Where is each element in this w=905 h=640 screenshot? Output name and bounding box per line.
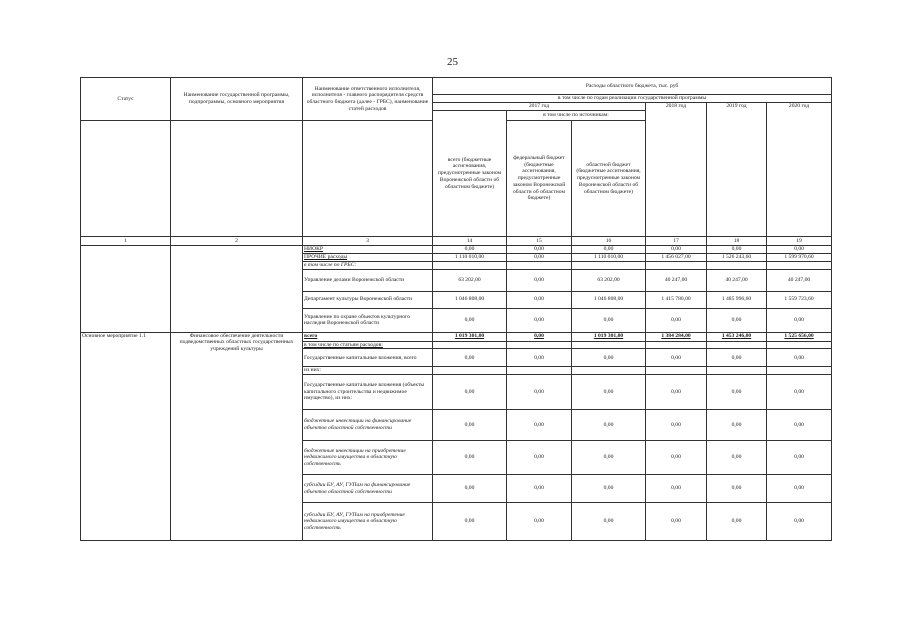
value-cell: 0,00 xyxy=(707,375,767,410)
value-cell: 0,00 xyxy=(707,246,767,254)
value-cell: 1 046 808,00 xyxy=(433,291,507,308)
value-cell: 0,00 xyxy=(707,503,767,541)
value-cell: 1 485 996,60 xyxy=(707,291,767,308)
row-label: из них: xyxy=(303,367,433,375)
value-cell: 0,00 xyxy=(572,308,646,332)
value-cell: 0,00 xyxy=(767,441,832,475)
row-label: Департамент культуры Воронежской области xyxy=(303,291,433,308)
value-cell: 0,00 xyxy=(507,291,572,308)
value-cell xyxy=(507,367,572,375)
row-label: Государственные капитальные вложения (объекты капитального строительства и недвижимое имущество), из них: xyxy=(303,375,433,410)
header-federal: федеральный бюджет (бюджетные ассигнования, предусмотренные законом Воронежской области об областном бюджете) xyxy=(507,121,572,237)
column-number: 3 xyxy=(303,237,433,246)
value-cell: 40 247,00 xyxy=(707,269,767,291)
value-cell: 0,00 xyxy=(507,269,572,291)
value-cell xyxy=(433,367,507,375)
value-cell xyxy=(507,341,572,349)
value-cell: 0,00 xyxy=(767,349,832,367)
header-by-sources: в том числе по источникам: xyxy=(507,111,646,121)
column-number: 15 xyxy=(507,237,572,246)
value-cell: 0,00 xyxy=(646,308,707,332)
value-cell: 0,00 xyxy=(646,475,707,503)
column-number: 1 xyxy=(81,237,171,246)
row-label: бюджетные инвестиции на приобретение недвижимого имущества в областную собственность xyxy=(303,441,433,475)
value-cell xyxy=(433,261,507,269)
value-cell: 1 384 284,00 xyxy=(646,332,707,341)
header-year-2019: 2019 год xyxy=(707,103,767,237)
column-number: 17 xyxy=(646,237,707,246)
value-cell: 1 019 301,00 xyxy=(572,332,646,341)
value-cell: 0,00 xyxy=(433,349,507,367)
header-status: Статус xyxy=(81,78,171,121)
value-cell: 40 247,00 xyxy=(646,269,707,291)
value-cell: 0,00 xyxy=(572,410,646,441)
value-cell xyxy=(767,261,832,269)
program-cell-empty xyxy=(171,246,303,333)
value-cell: 1 046 808,00 xyxy=(572,291,646,308)
value-cell xyxy=(767,367,832,375)
value-cell: 0,00 xyxy=(507,349,572,367)
budget-table xyxy=(80,77,832,541)
row-label: Государственные капитальные вложения, всего xyxy=(303,349,433,367)
header-executor: Наименование ответственного исполнителя, исполнителя - главного распорядителя средств областного бюджета (далее - ГРБС), наименование статей расходов xyxy=(303,78,433,121)
value-cell: 0,00 xyxy=(707,308,767,332)
value-cell: 0,00 xyxy=(646,410,707,441)
header-year-2017: 2017 год xyxy=(433,103,646,111)
value-cell: 0,00 xyxy=(767,475,832,503)
value-cell: 0,00 xyxy=(572,349,646,367)
row-label: субсидии БУ, АУ, ГУПам на приобретение недвижимого имущества в областную собственность xyxy=(303,503,433,541)
table-row xyxy=(81,246,832,254)
value-cell: 40 247,00 xyxy=(767,269,832,291)
value-cell: 0,00 xyxy=(707,410,767,441)
row-label: НИОКР xyxy=(303,246,433,254)
row-label: ПРОЧИЕ расходы xyxy=(303,253,433,261)
value-cell: 0,00 xyxy=(572,503,646,541)
value-cell: 63 202,00 xyxy=(572,269,646,291)
header-blank xyxy=(303,121,433,237)
value-cell: 0,00 xyxy=(433,441,507,475)
value-cell: 0,00 xyxy=(572,475,646,503)
value-cell xyxy=(433,341,507,349)
value-cell: 1 453 246,00 xyxy=(707,332,767,341)
measure-status: Основное мероприятие 1.1 xyxy=(81,332,171,540)
value-cell: 0,00 xyxy=(433,375,507,410)
value-cell: 0,00 xyxy=(572,246,646,254)
row-label: всего xyxy=(303,332,433,341)
value-cell xyxy=(572,341,646,349)
value-cell: 0,00 xyxy=(507,332,572,341)
value-cell: 0,00 xyxy=(767,410,832,441)
value-cell: 0,00 xyxy=(507,441,572,475)
value-cell: 0,00 xyxy=(507,253,572,261)
header-program-name: Наименование государственной программы, подпрограммы, основного мероприятия xyxy=(171,78,303,121)
value-cell: 0,00 xyxy=(767,246,832,254)
measure-name: Финансовое обеспечение деятельности подведомственных областных государственных учреждений культуры xyxy=(171,332,303,540)
value-cell xyxy=(572,261,646,269)
value-cell: 0,00 xyxy=(433,503,507,541)
value-cell: 0,00 xyxy=(433,410,507,441)
row-label: Управление по охране объектов культурного наследия Воронежской области xyxy=(303,308,433,332)
value-cell: 1 415 780,00 xyxy=(646,291,707,308)
row-label: бюджетные инвестиции на финансирование объектов областной собственности xyxy=(303,410,433,441)
column-number: 19 xyxy=(767,237,832,246)
column-number: 16 xyxy=(572,237,646,246)
column-number-row xyxy=(81,237,832,246)
row-label: в том числе по статьям расходов: xyxy=(303,341,433,349)
value-cell: 0,00 xyxy=(433,308,507,332)
header-year-2020: 2020 год xyxy=(767,103,832,237)
value-cell: 0,00 xyxy=(767,308,832,332)
value-cell: 0,00 xyxy=(646,349,707,367)
value-cell: 0,00 xyxy=(572,441,646,475)
value-cell: 1 526 243,60 xyxy=(707,253,767,261)
header-year-2018: 2018 год xyxy=(646,103,707,237)
header-total: всего (бюджетные ассигнования, предусмотренные законом Воронежской области об областном бюджете) xyxy=(433,111,507,237)
page-number: 25 xyxy=(447,56,458,68)
value-cell: 0,00 xyxy=(507,503,572,541)
header-expenses: Расходы областного бюджета, тыс. руб xyxy=(433,78,832,95)
value-cell: 0,00 xyxy=(507,410,572,441)
column-number: 2 xyxy=(171,237,303,246)
value-cell xyxy=(646,367,707,375)
value-cell: 0,00 xyxy=(707,475,767,503)
header-by-years: в том числе по годам реализации государственной программы xyxy=(433,95,832,103)
value-cell: 0,00 xyxy=(646,441,707,475)
value-cell: 0,00 xyxy=(507,475,572,503)
value-cell: 0,00 xyxy=(646,246,707,254)
header-blank xyxy=(81,121,171,237)
value-cell xyxy=(707,367,767,375)
value-cell: 0,00 xyxy=(572,375,646,410)
value-cell xyxy=(507,261,572,269)
value-cell: 63 202,00 xyxy=(433,269,507,291)
row-label: субсидии БУ, АУ, ГУПам на финансирование объектов областной собственности xyxy=(303,475,433,503)
value-cell: 0,00 xyxy=(767,375,832,410)
row-label: в том числе по ГРБС: xyxy=(303,261,433,269)
header-regional: областной бюджет (бюджетные ассигнования, предусмотренные законом Воронежской области об областном бюджете) xyxy=(572,121,646,237)
value-cell: 0,00 xyxy=(433,246,507,254)
value-cell: 0,00 xyxy=(646,503,707,541)
header-blank xyxy=(171,121,303,237)
value-cell: 1 559 723,60 xyxy=(767,291,832,308)
value-cell: 0,00 xyxy=(707,349,767,367)
value-cell: 0,00 xyxy=(707,441,767,475)
value-cell xyxy=(707,261,767,269)
value-cell: 1 110 010,00 xyxy=(433,253,507,261)
value-cell xyxy=(767,341,832,349)
value-cell: 1 456 027,00 xyxy=(646,253,707,261)
value-cell: 0,00 xyxy=(507,308,572,332)
status-cell-empty xyxy=(81,246,171,333)
value-cell: 1 110 010,00 xyxy=(572,253,646,261)
value-cell: 0,00 xyxy=(507,246,572,254)
value-cell xyxy=(572,367,646,375)
value-cell: 0,00 xyxy=(433,475,507,503)
value-cell: 1 019 301,00 xyxy=(433,332,507,341)
value-cell xyxy=(646,341,707,349)
column-number: 18 xyxy=(707,237,767,246)
column-number: 14 xyxy=(433,237,507,246)
row-label: Управление делами Воронежской области xyxy=(303,269,433,291)
value-cell: 0,00 xyxy=(767,503,832,541)
value-cell: 1 599 970,60 xyxy=(767,253,832,261)
value-cell xyxy=(646,261,707,269)
value-cell: 1 525 656,00 xyxy=(767,332,832,341)
value-cell xyxy=(707,341,767,349)
table-row xyxy=(81,332,832,341)
value-cell: 0,00 xyxy=(507,375,572,410)
value-cell: 0,00 xyxy=(646,375,707,410)
